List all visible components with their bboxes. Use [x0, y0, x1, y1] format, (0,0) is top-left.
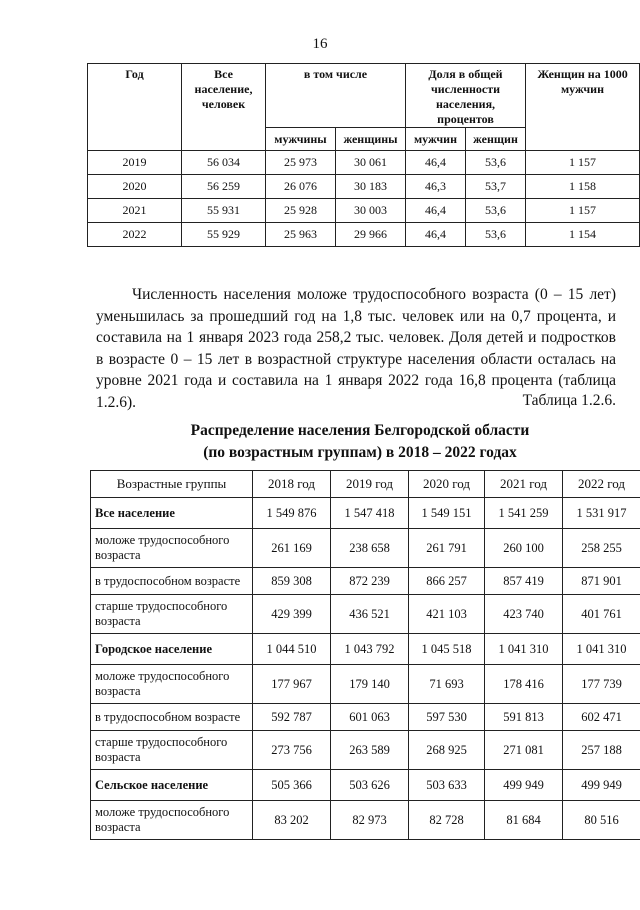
caption-line-1: Распределение населения Белгородской области	[190, 422, 530, 439]
table-row	[91, 770, 640, 801]
cell-age-group: Все население	[91, 498, 253, 529]
cell-ratio: 1 154	[526, 223, 640, 247]
table-row	[91, 529, 640, 568]
cell-value: 261 791	[409, 529, 485, 568]
cell-age-group: моложе трудоспособного возраста	[91, 801, 253, 840]
cell-value: 1 041 310	[485, 634, 563, 665]
cell-value: 178 416	[485, 665, 563, 704]
cell-value: 1 043 792	[331, 634, 409, 665]
cell-value: 238 658	[331, 529, 409, 568]
col-header-year: 2022 год	[563, 471, 640, 498]
cell-age-group: Городское население	[91, 634, 253, 665]
cell-value: 177 967	[253, 665, 331, 704]
cell-men-share: 46,4	[406, 199, 466, 223]
cell-women-share: 53,7	[466, 175, 526, 199]
cell-value: 591 813	[485, 704, 563, 731]
col-header-women: женщины	[336, 128, 406, 151]
cell-age-group: старше трудоспособного возраста	[91, 595, 253, 634]
cell-men: 25 963	[266, 223, 336, 247]
cell-value: 80 516	[563, 801, 640, 840]
cell-women-share: 53,6	[466, 223, 526, 247]
cell-age-group: в трудоспособном возрасте	[91, 704, 253, 731]
cell-value: 179 140	[331, 665, 409, 704]
cell-value: 421 103	[409, 595, 485, 634]
cell-men-share: 46,3	[406, 175, 466, 199]
cell-men-share: 46,4	[406, 223, 466, 247]
table-row	[91, 595, 640, 634]
table-row	[88, 199, 640, 223]
cell-year: 2021	[88, 199, 182, 223]
cell-value: 177 739	[563, 665, 640, 704]
cell-men: 25 928	[266, 199, 336, 223]
col-header-year: 2019 год	[331, 471, 409, 498]
age-groups-table-header	[91, 471, 640, 498]
col-header-ratio: Женщин на 1000 мужчин	[526, 64, 640, 151]
sex-ratio-table	[87, 63, 640, 247]
cell-value: 499 949	[563, 770, 640, 801]
paragraph-text: Численность населения моложе трудоспособного возраста (0 – 15 лет) уменьшилась за прошедший год на 1,8 тыс. человек или на 0,7 процента, и составила на 1 января 2023 года 258,2 тыс. человек. Доля детей и подростков в возрасте 0 – 15 лет в возрастной структуре населения области осталась на уровне 2021 года и составила на 1 января 2022 года 16,8 процента (таблица 1.2.6).	[96, 286, 616, 411]
cell-value: 273 756	[253, 731, 331, 770]
age-groups-table-body	[91, 498, 640, 840]
table-row	[91, 568, 640, 595]
cell-men-share: 46,4	[406, 151, 466, 175]
cell-value: 592 787	[253, 704, 331, 731]
table-row	[88, 175, 640, 199]
table-row	[88, 223, 640, 247]
col-header-year: 2018 год	[253, 471, 331, 498]
cell-year: 2019	[88, 151, 182, 175]
cell-ratio: 1 157	[526, 199, 640, 223]
col-header-year: Год	[88, 64, 182, 151]
table-number-label: Таблица 1.2.6.	[522, 392, 616, 409]
cell-value: 1 044 510	[253, 634, 331, 665]
cell-value: 505 366	[253, 770, 331, 801]
cell-value: 1 041 310	[563, 634, 640, 665]
cell-value: 268 925	[409, 731, 485, 770]
cell-value: 83 202	[253, 801, 331, 840]
col-header-year: 2020 год	[409, 471, 485, 498]
cell-women-share: 53,6	[466, 199, 526, 223]
cell-age-group: старше трудоспособного возраста	[91, 731, 253, 770]
table-row	[88, 151, 640, 175]
cell-total: 56 034	[182, 151, 266, 175]
cell-value: 1 547 418	[331, 498, 409, 529]
cell-men: 25 973	[266, 151, 336, 175]
cell-age-group: в трудоспособном возрасте	[91, 568, 253, 595]
cell-value: 871 901	[563, 568, 640, 595]
cell-women: 30 003	[336, 199, 406, 223]
cell-ratio: 1 158	[526, 175, 640, 199]
cell-value: 71 693	[409, 665, 485, 704]
cell-value: 859 308	[253, 568, 331, 595]
cell-value: 1 549 876	[253, 498, 331, 529]
cell-women-share: 53,6	[466, 151, 526, 175]
cell-value: 1 541 259	[485, 498, 563, 529]
cell-value: 271 081	[485, 731, 563, 770]
col-header-year: 2021 год	[485, 471, 563, 498]
cell-value: 1 549 151	[409, 498, 485, 529]
cell-age-group: моложе трудоспособного возраста	[91, 665, 253, 704]
cell-value: 260 100	[485, 529, 563, 568]
col-header-including: в том числе	[266, 64, 406, 128]
col-header-men-share: мужчин	[406, 128, 466, 151]
cell-value: 597 530	[409, 704, 485, 731]
table-caption	[90, 420, 630, 464]
cell-value: 81 684	[485, 801, 563, 840]
col-header-women-share: женщин	[466, 128, 526, 151]
cell-value: 82 728	[409, 801, 485, 840]
cell-value: 423 740	[485, 595, 563, 634]
cell-value: 257 188	[563, 731, 640, 770]
page-number: 16	[312, 36, 328, 52]
cell-value: 857 419	[485, 568, 563, 595]
col-header-total: Все население, человек	[182, 64, 266, 151]
cell-value: 503 626	[331, 770, 409, 801]
age-groups-table	[90, 470, 640, 840]
table-row	[91, 498, 640, 529]
cell-value: 82 973	[331, 801, 409, 840]
cell-value: 503 633	[409, 770, 485, 801]
cell-total: 55 931	[182, 199, 266, 223]
col-header-men: мужчины	[266, 128, 336, 151]
cell-age-group: Сельское население	[91, 770, 253, 801]
cell-value: 601 063	[331, 704, 409, 731]
cell-value: 1 531 917	[563, 498, 640, 529]
cell-value: 872 239	[331, 568, 409, 595]
sex-ratio-table-body	[88, 151, 640, 247]
cell-men: 26 076	[266, 175, 336, 199]
cell-value: 429 399	[253, 595, 331, 634]
table-row	[91, 731, 640, 770]
table-row	[91, 801, 640, 840]
col-header-age-group: Возрастные группы	[91, 471, 253, 498]
cell-total: 56 259	[182, 175, 266, 199]
table-row	[91, 665, 640, 704]
cell-value: 258 255	[563, 529, 640, 568]
col-header-share: Доля в общей численности населения, процентов	[406, 64, 526, 128]
cell-value: 436 521	[331, 595, 409, 634]
cell-value: 1 045 518	[409, 634, 485, 665]
cell-women: 29 966	[336, 223, 406, 247]
cell-value: 401 761	[563, 595, 640, 634]
cell-total: 55 929	[182, 223, 266, 247]
table-row	[91, 634, 640, 665]
cell-year: 2022	[88, 223, 182, 247]
cell-women: 30 061	[336, 151, 406, 175]
cell-year: 2020	[88, 175, 182, 199]
table-row	[91, 704, 640, 731]
cell-age-group: моложе трудоспособного возраста	[91, 529, 253, 568]
cell-value: 261 169	[253, 529, 331, 568]
cell-value: 263 589	[331, 731, 409, 770]
cell-value: 602 471	[563, 704, 640, 731]
cell-women: 30 183	[336, 175, 406, 199]
cell-ratio: 1 157	[526, 151, 640, 175]
cell-value: 499 949	[485, 770, 563, 801]
cell-value: 866 257	[409, 568, 485, 595]
caption-line-2: (по возрастным группам) в 2018 – 2022 годах	[203, 444, 517, 461]
